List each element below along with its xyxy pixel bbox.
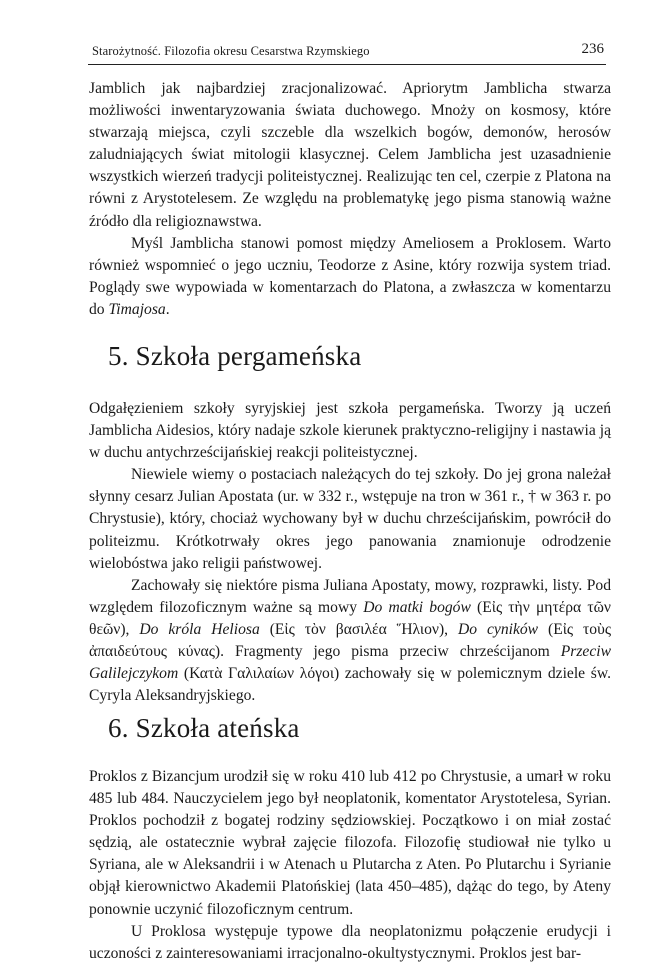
work-title: Do cyników	[457, 620, 539, 638]
text-run: (Εἰς τὸν βασιλέα Ἥλιον),	[259, 620, 458, 638]
work-title: Timajosa	[108, 300, 166, 318]
intro-text-block	[89, 78, 611, 321]
running-head	[88, 40, 606, 65]
page-number: 236	[581, 41, 604, 57]
text-run: .	[165, 300, 170, 318]
work-title: Do matki bogów	[363, 598, 471, 616]
paragraph: Odgałęzieniem szkoły syryjskiej jest szkoła pergameńska. Tworzy ją uczeń Jamblicha Aidesios, który nadaje szkole kierunek praktyczno-religijny i nastawia ją w duchu antychrześcijańskiej reakcji politeistycznej.	[89, 400, 611, 462]
text-run: Zachowały się niektóre pisma Juliana Apostaty, mowy, rozprawki, listy. Pod względem filozoficznym ważne są mowy	[89, 576, 611, 616]
paragraph: Proklos z Bizancjum urodził się w roku 410 lub 412 po Chrystusie, a umarł w roku 485 lub 484. Nauczycielem jego był neoplatonik, komentator Arystotelesa, Syrian. Proklos pochodził z bogatej rodziny sędziowskiej. Początkowo i on miał zostać sędzią, ale ostatecznie wybrał zajęcie filozofa. Filozofię studiował nie tylko u Syriana, ale w Aleksandrii i w Atenach u Plutarcha z Aten. Po Plutarchu i Syrianie objął kierownictwo Akademii Platońskiej (lata 450–485), dążąc do tego, by Ateny ponownie uczynić filozoficznym centrum.	[89, 768, 611, 918]
work-title: Przeciw Galilejczykom	[89, 643, 611, 683]
text-run: Myśl Jamblicha stanowi pomost między Ameliosem a Proklosem. Warto również wspomnieć o jego uczniu, Teodorze z Asine, który rozwija system triad. Poglądy swe wypowiada w komentarzach do Platona, a zwłaszcza w komentarzu do	[89, 234, 611, 318]
text-run: (Εἰς τοὺς ἀπαιδεύτους κύνας). Fragmenty jego pisma przeciw chrześcijanom	[89, 620, 612, 661]
text-run: (Κατὰ Γαλιλαίων λόγοι) zachowały się w polemicznym dziele św. Cyryla Aleksandryjskiego.	[89, 665, 611, 705]
paragraph: Jamblich jak najbardziej zracjonalizować. Apriorytm Jamblicha stwarza możliwości inwentaryzowania świata duchowego. Mnoży on kosmosy, które stwarzają miejsca, czyli szczeble dla wszelkich bogów, demonów, herosów zaludniających świat mitologii klasycznej. Celem Jamblicha jest uzasadnienie wszystkich wierzeń tradycji politeistycznej. Realizując ten cel, czerpie z Platona na równi z Arystotelesem. Ze względu na problematykę jego pisma stanowią ważne źródło dla religioznawstwa.	[89, 80, 611, 230]
running-head-title: Starożytność. Filozofia okresu Cesarstwa Rzymskiego	[92, 44, 370, 58]
section-5-text	[89, 398, 611, 707]
paragraph: U Proklosa występuje typowe dla neoplatonizmu połączenie erudycji i uczoności z zainteresowaniami irracjonalno-okultystycznymi. Proklos jest bar-	[89, 922, 611, 962]
section-6-text	[89, 766, 611, 965]
text-run: (Εἰς τὴν μητέρα τῶν θεῶν),	[89, 598, 611, 638]
paragraph: Niewiele wiemy o postaciach należących do tej szkoły. Do jej grona należał słynny cesarz Julian Apostata (ur. w 332 r., wstępuje na tron w 361 r., † w 363 r. po Chrystusie), który, chociaż wychowany był w duchu chrześcijańskim, powrócił do politeizmu. Krótkotrwały okres jego panowania znamionuje odrodzenie wielobóstwa jako religii państwowej.	[89, 466, 611, 572]
paragraph	[89, 233, 611, 321]
section-heading-6: 6. Szkoła ateńska	[108, 713, 300, 743]
work-title: Do króla Heliosa	[139, 620, 260, 638]
section-heading-5: 5. Szkoła pergameńska	[108, 341, 362, 371]
paragraph	[89, 575, 611, 708]
